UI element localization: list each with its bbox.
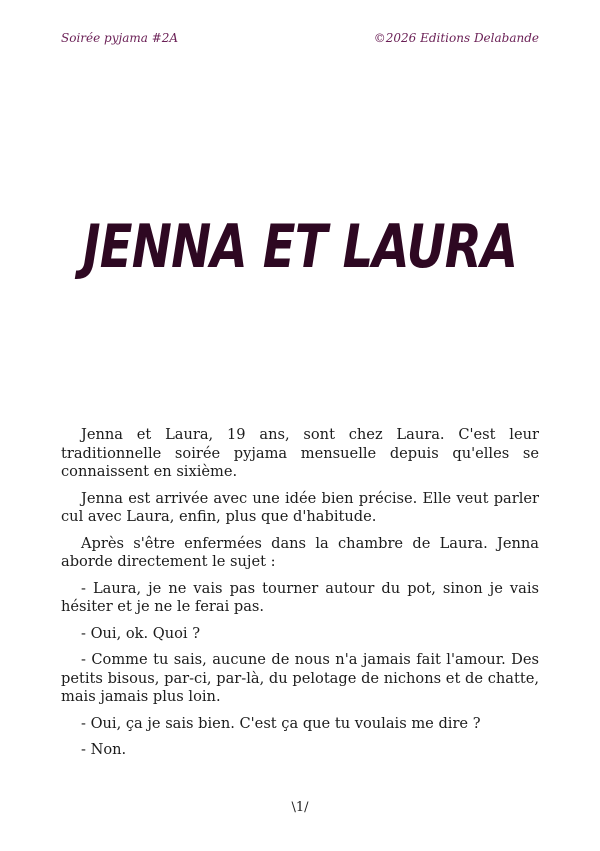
body-text (61, 426, 539, 768)
header-copyright: ©2026 Editions Delabande (373, 31, 539, 45)
page-header (61, 31, 539, 45)
paragraph: - Laura, je ne vais pas tourner autour du pot, sinon je vais hésiter et je ne le ferai pas. (61, 579, 539, 615)
paragraph: Jenna et Laura, 19 ans, sont chez Laura. C'est leur traditionnelle soirée pyjama mensuelle depuis qu'elles se connaissent en sixième. (61, 426, 539, 480)
page-number: \1/ (291, 800, 309, 815)
chapter-title: JENNA ET LAURA (82, 212, 518, 282)
paragraph: - Non. (81, 741, 127, 758)
paragraph: - Comme tu sais, aucune de nous n'a jamais fait l'amour. Des petits bisous, par-ci, par-là, du pelotage de nichons et de chatte, mais jamais plus loin. (61, 651, 539, 705)
header-series-title: Soirée pyjama #2A (61, 31, 179, 45)
paragraph: - Oui, ok. Quoi ? (81, 624, 201, 642)
paragraph: Après s'être enfermées dans la chambre de Laura. Jenna aborde directement le sujet : (61, 534, 539, 570)
paragraph: Jenna est arrivée avec une idée bien précise. Elle veut parler cul avec Laura, enfin, plus que d'habitude. (61, 489, 539, 525)
paragraph: - Oui, ça je sais bien. C'est ça que tu voulais me dire ? (81, 714, 481, 732)
